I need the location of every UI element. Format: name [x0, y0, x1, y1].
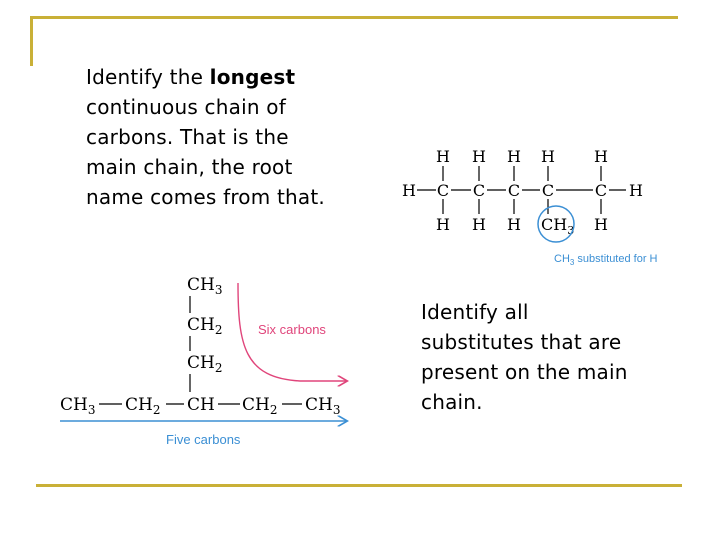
second-text-line-1: Identify all	[421, 300, 529, 324]
h-top-4: H	[541, 147, 555, 166]
main-text-line-4: main chain, the root	[86, 155, 293, 179]
h-top-2: H	[472, 147, 486, 166]
main-text-line-3: carbons. That is the	[86, 125, 289, 149]
main-chain-ch2-right: $CH_2$	[242, 395, 278, 417]
main-chain-ch3-left: $CH_3$	[60, 395, 96, 417]
h-top-5: H	[594, 147, 608, 166]
vertical-chain-ch2-upper: $CH_2$	[187, 315, 223, 337]
second-text-line-3: present on the main	[421, 360, 628, 384]
h-top-3: H	[507, 147, 521, 166]
main-text-line-2: continuous chain of	[86, 95, 286, 119]
h-left-end: H	[402, 181, 416, 200]
ch3-substituent: $CH_3$	[541, 215, 575, 237]
h-right-end: H	[629, 181, 643, 200]
c-1: C	[436, 181, 450, 200]
main-text-line-5: name comes from that.	[86, 185, 325, 209]
line1-prefix: Identify the	[86, 65, 210, 89]
main-chain-ch: CH	[187, 395, 215, 415]
vertical-chain-ch2-lower: $CH_2$	[187, 353, 223, 375]
h-bottom-5: H	[594, 215, 608, 234]
highlight-longest: longest	[209, 65, 296, 89]
second-text-line-4: chain.	[421, 390, 483, 414]
five-carbons-label: Five carbons	[166, 432, 241, 447]
ch3-caption: $CH_3$ substituted for H	[554, 253, 658, 267]
second-text-line-2: substitutes that are	[421, 330, 622, 354]
main-chain-ch2-left: $CH_2$	[125, 395, 161, 417]
h-top-1: H	[436, 147, 450, 166]
h-bottom-2: H	[472, 215, 486, 234]
h-bottom-3: H	[507, 215, 521, 234]
c-2: C	[472, 181, 486, 200]
vertical-chain-ch3: $CH_3$	[187, 275, 223, 297]
c-5: C	[594, 181, 608, 200]
main-chain-ch3-right: $CH_3$	[305, 395, 341, 417]
h-bottom-1: H	[436, 215, 450, 234]
six-carbons-label: Six carbons	[258, 322, 326, 337]
c-4: C	[541, 181, 555, 200]
c-3: C	[507, 181, 521, 200]
